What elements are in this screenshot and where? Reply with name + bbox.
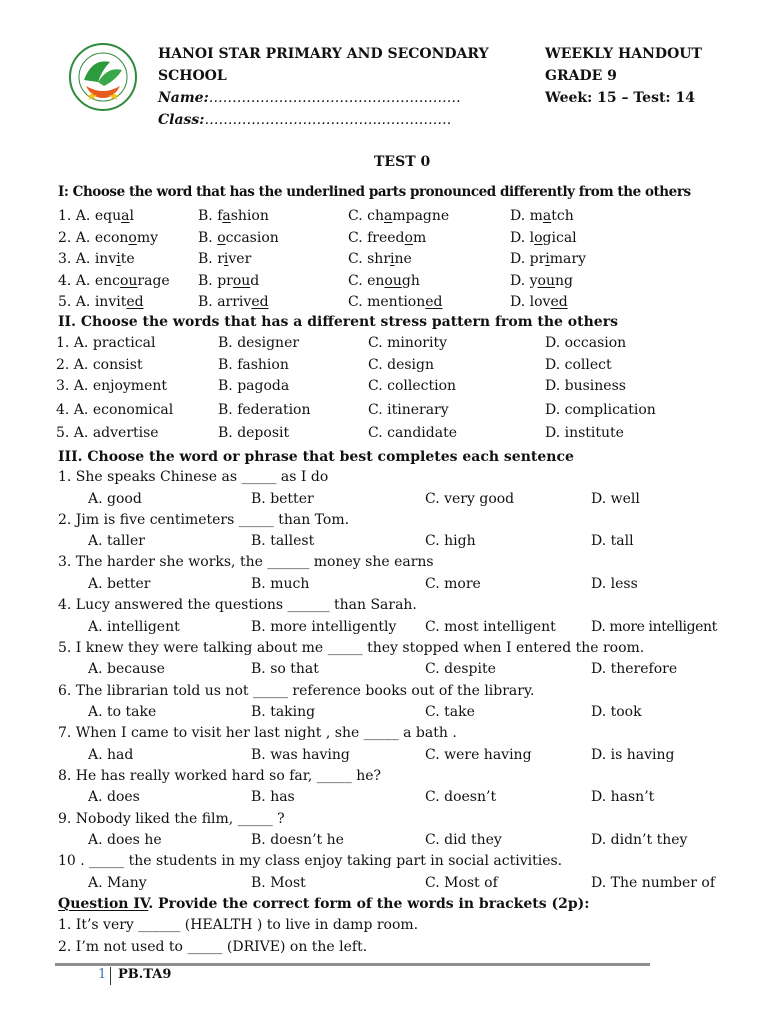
option-text: m xyxy=(412,229,427,246)
pronunciation-option xyxy=(348,230,426,246)
pronunciation-option xyxy=(58,251,135,267)
grade-label: GRADE 9 xyxy=(545,68,617,84)
footer-separator xyxy=(110,967,111,985)
answer-option: B. more intelligently xyxy=(251,618,397,635)
section4-item: 2. I’m not used to _____ (DRIVE) on the left. xyxy=(58,939,368,955)
school-name-line1: HANOI STAR PRIMARY AND SECONDARY xyxy=(158,46,489,62)
answer-option: C. Most of xyxy=(425,874,498,891)
handout-title: WEEKLY HANDOUT xyxy=(545,46,702,62)
stress-option: B. federation xyxy=(218,402,311,418)
answer-option: B. doesn’t he xyxy=(251,832,344,849)
answer-option: D. tall xyxy=(591,533,634,550)
stress-option: B. deposit xyxy=(218,425,290,441)
name-field xyxy=(158,90,461,106)
underlined-part: ou xyxy=(232,272,251,289)
option-text: B. f xyxy=(198,208,223,224)
section4-item: 1. It’s very ______ (HEALTH ) to live in damp room. xyxy=(58,917,419,933)
question-stem: 2. Jim is five centimeters _____ than Tom. xyxy=(58,511,350,528)
answer-option: B. taking xyxy=(251,704,316,720)
option-text: 4. A. enc xyxy=(58,272,120,289)
answer-option: D. less xyxy=(591,575,638,592)
stress-option: C. collection xyxy=(368,378,457,394)
stress-option: D. occasion xyxy=(545,335,627,351)
option-text: D. lov xyxy=(510,294,551,310)
underlined-part: i xyxy=(390,251,395,267)
answer-option: B. so that xyxy=(251,661,319,678)
answer-option: D. more intelligent xyxy=(591,618,717,635)
answer-option: B. better xyxy=(251,490,314,507)
answer-option: C. very good xyxy=(425,490,515,507)
underlined-part: ed xyxy=(251,294,269,310)
underlined-part: a xyxy=(383,208,393,224)
underlined-part: ed xyxy=(550,294,568,310)
stress-option: D. collect xyxy=(545,357,612,373)
pronunciation-option xyxy=(348,251,412,267)
answer-option: A. intelligent xyxy=(88,618,180,635)
answer-option: D. didn’t they xyxy=(591,832,688,849)
underlined-part: a xyxy=(542,208,552,224)
answer-option: B. has xyxy=(251,789,295,806)
answer-option: D. The number of xyxy=(591,874,716,891)
question-stem: 9. Nobody liked the film, _____ ? xyxy=(58,810,285,827)
stress-option: C. itinerary xyxy=(368,402,449,418)
option-text: 5. A. invit xyxy=(58,294,127,310)
class-field xyxy=(158,112,451,128)
option-text: 1. A. equ xyxy=(58,208,122,224)
option-text: rage xyxy=(137,272,170,289)
option-text: shion xyxy=(230,208,269,224)
answer-option: D. therefore xyxy=(591,661,678,678)
answer-option: C. take xyxy=(425,704,475,720)
section4-label: Question IV xyxy=(58,896,149,912)
answer-option: A. Many xyxy=(88,874,147,891)
option-text: mpagne xyxy=(392,208,450,224)
answer-option: A. had xyxy=(88,746,134,763)
section3-title: III. Choose the word or phrase that best completes each sentence xyxy=(58,449,574,465)
footer-code: PB.TA9 xyxy=(118,967,172,982)
option-text: ng xyxy=(555,272,573,289)
option-text: te xyxy=(120,251,135,267)
answer-option: D. took xyxy=(591,704,642,720)
option-text: C. en xyxy=(348,272,385,289)
pronunciation-option xyxy=(198,273,259,289)
pronunciation-option xyxy=(510,230,577,246)
underlined-part: ed xyxy=(425,294,443,310)
option-text: mary xyxy=(549,251,586,267)
footer-divider xyxy=(55,963,650,966)
answer-option: A. taller xyxy=(88,533,145,550)
option-text: D. pr xyxy=(510,251,546,267)
pronunciation-option xyxy=(58,230,158,246)
answer-option: D. well xyxy=(591,490,640,507)
stress-option: B. designer xyxy=(218,335,300,351)
option-text: C. ch xyxy=(348,208,384,224)
pronunciation-option xyxy=(348,294,443,310)
week-test-label: Week: 15 – Test: 14 xyxy=(545,90,695,106)
answer-option: D. is having xyxy=(591,746,675,763)
underlined-part: i xyxy=(223,251,229,267)
stress-option: D. complication xyxy=(545,402,656,418)
option-text: D. l xyxy=(510,229,535,246)
question-stem: 7. When I came to visit her last night , she _____ a bath . xyxy=(58,725,457,742)
stress-option: 1. A. practical xyxy=(56,335,156,351)
underlined-part: a xyxy=(222,208,231,224)
option-text: 2. A. econ xyxy=(58,229,129,246)
question-stem: 1. She speaks Chinese as _____ as I do xyxy=(58,469,329,485)
underlined-part: i xyxy=(545,251,550,267)
answer-option: A. better xyxy=(88,575,151,592)
answer-option: C. most intelligent xyxy=(425,618,556,635)
school-logo xyxy=(62,40,144,114)
underlined-part: o xyxy=(534,229,543,246)
answer-option: C. high xyxy=(425,533,476,550)
pronunciation-option xyxy=(348,273,420,289)
underlined-part: ou xyxy=(384,272,402,289)
question-stem: 5. I knew they were talking about me _____ they stopped when I entered the room. xyxy=(58,639,645,656)
pronunciation-option xyxy=(198,208,269,224)
option-text: B. xyxy=(198,229,218,246)
underlined-part: ou xyxy=(537,272,555,289)
answer-option: A. because xyxy=(88,661,165,678)
answer-option: D. hasn’t xyxy=(591,789,655,806)
stress-option: D. institute xyxy=(545,425,624,441)
stress-option: 2. A. consist xyxy=(56,357,143,373)
option-text: B. pr xyxy=(198,272,233,289)
stress-option: C. minority xyxy=(368,335,448,351)
question-stem: 6. The librarian told us not _____ reference books out of the library. xyxy=(58,682,535,699)
answer-option: C. did they xyxy=(425,832,502,849)
pronunciation-option xyxy=(58,294,144,310)
pronunciation-option xyxy=(58,273,170,289)
option-text: D. y xyxy=(510,272,538,289)
stress-option: 5. A. advertise xyxy=(56,425,159,441)
answer-option: A. good xyxy=(88,490,142,507)
pronunciation-option xyxy=(348,208,449,224)
answer-option: B. much xyxy=(251,575,310,592)
stress-option: D. business xyxy=(545,378,626,394)
name-label: Name: xyxy=(158,90,209,106)
answer-option: B. was having xyxy=(251,746,350,763)
option-text: C. freed xyxy=(348,229,405,246)
option-text: 3. A. inv xyxy=(58,251,117,267)
section2-title: II. Choose the words that has a different stress pattern from the others xyxy=(58,314,618,330)
option-text: l xyxy=(129,208,134,224)
class-label: Class: xyxy=(158,112,205,128)
underlined-part: o xyxy=(404,229,413,246)
stress-option: 3. A. enjoyment xyxy=(56,378,168,394)
class-dots: ………………………………..…………… xyxy=(204,112,452,128)
question-stem: 8. He has really worked hard so far, _____ he? xyxy=(58,767,382,784)
option-text: D. m xyxy=(510,208,543,224)
underlined-part: o xyxy=(128,229,137,246)
underlined-part: ou xyxy=(119,272,138,289)
pronunciation-option xyxy=(198,251,251,267)
option-text: ver xyxy=(228,251,252,267)
answer-option: C. despite xyxy=(425,661,496,678)
school-name-line2: SCHOOL xyxy=(158,68,227,84)
option-text: C. mention xyxy=(348,294,426,310)
answer-option: B. Most xyxy=(251,874,306,891)
question-stem: 4. Lucy answered the questions ______ than Sarah. xyxy=(58,597,417,614)
stress-option: B. fashion xyxy=(218,357,289,373)
pronunciation-option xyxy=(510,251,586,267)
pronunciation-option xyxy=(510,208,574,224)
option-text: ccasion xyxy=(225,229,279,246)
stress-option: C. design xyxy=(368,357,435,373)
underlined-part: o xyxy=(217,229,226,246)
pronunciation-option xyxy=(510,294,568,310)
stress-option: 4. A. economical xyxy=(56,402,174,418)
pronunciation-option xyxy=(510,273,573,289)
pronunciation-option xyxy=(198,230,279,246)
underlined-part: ed xyxy=(126,294,144,310)
answer-option: C. were having xyxy=(425,746,532,763)
section4-instructions: . Provide the correct form of the words in brackets (2p): xyxy=(148,896,590,912)
option-text: B. r xyxy=(198,251,224,267)
answer-option: A. to take xyxy=(88,704,157,720)
stress-option: B. pagoda xyxy=(218,378,290,394)
stress-option: C. candidate xyxy=(368,425,457,441)
answer-option: A. does xyxy=(88,789,140,806)
answer-option: C. doesn’t xyxy=(425,789,497,806)
option-text: tch xyxy=(551,208,574,224)
answer-option: A. does he xyxy=(88,832,162,849)
underlined-part: i xyxy=(116,251,121,267)
question-stem: 3. The harder she works, the ______ money she earns xyxy=(58,554,434,571)
test-title: TEST 0 xyxy=(374,154,431,170)
section1-title: I: Choose the word that has the underlined parts pronounced differently from the others xyxy=(58,184,691,200)
option-text: d xyxy=(250,272,260,289)
pronunciation-option xyxy=(198,294,269,310)
name-dots: ……………………………………………… xyxy=(208,90,461,106)
underlined-part: a xyxy=(121,208,130,224)
pronunciation-option xyxy=(58,208,134,224)
option-text: gh xyxy=(401,272,420,289)
page-number: 1 xyxy=(98,967,107,982)
answer-option: B. tallest xyxy=(251,533,315,550)
option-text: gical xyxy=(542,229,577,246)
section4-title xyxy=(58,896,589,912)
option-text: C. shr xyxy=(348,251,391,267)
answer-option: C. more xyxy=(425,575,481,592)
option-text: B. arriv xyxy=(198,294,252,310)
option-text: my xyxy=(136,229,159,246)
question-stem: 10 . _____ the students in my class enjoy taking part in social activities. xyxy=(58,853,563,870)
option-text: ne xyxy=(394,251,412,267)
